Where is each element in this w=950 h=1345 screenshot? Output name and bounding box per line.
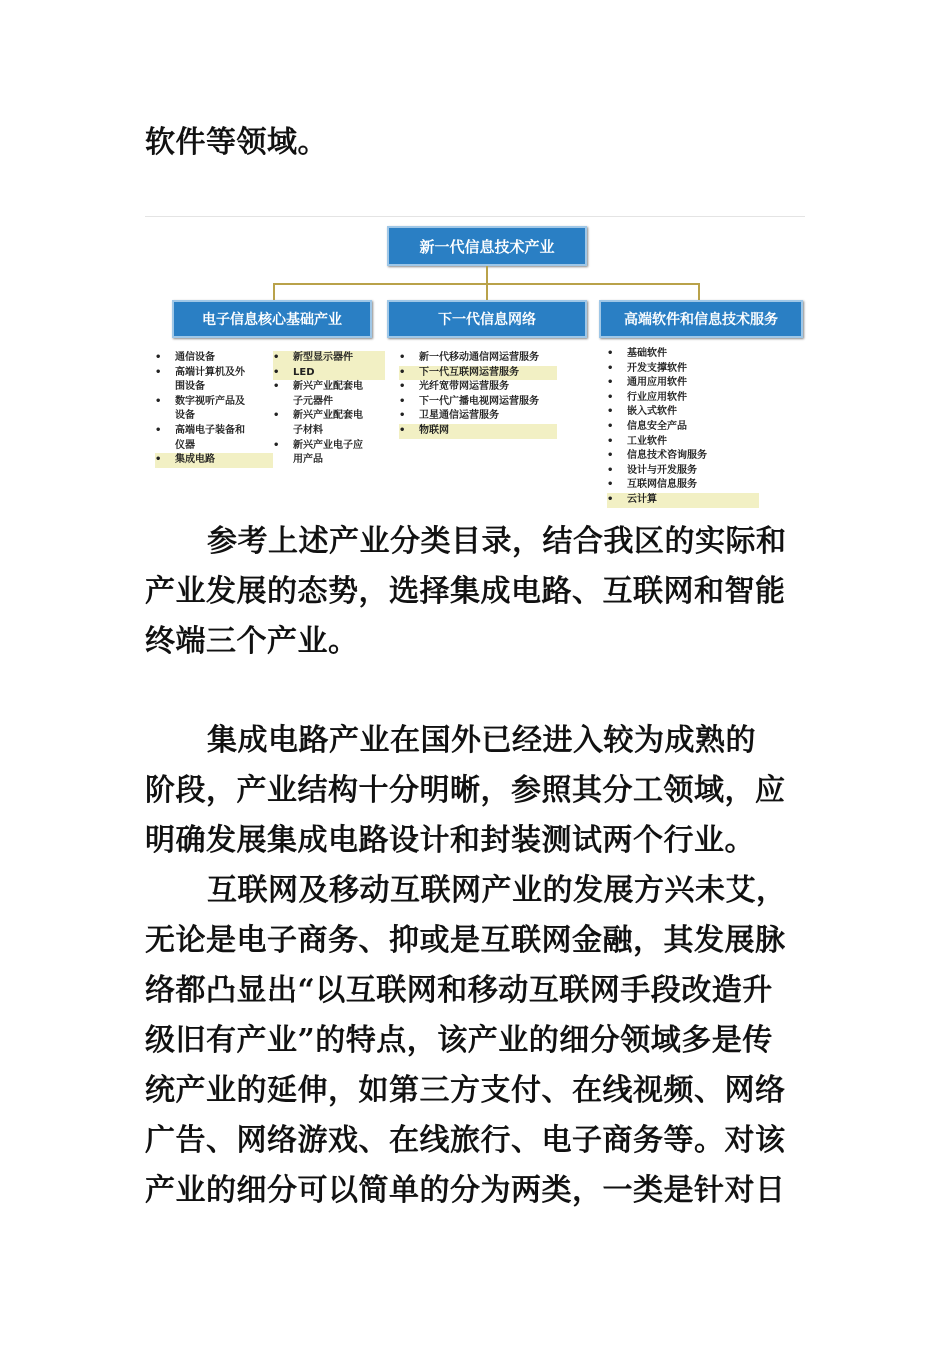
text-line: 明确发展集成电路设计和封装测试两个行业。 [145,823,755,858]
text-line: 统产业的延伸，如第三方支付、在线视频、网络 [145,1073,786,1108]
text-line: 互联网及移动互联网产业的发展方兴未艾， [207,873,787,908]
list-item-highlighted: • 集成电路 [155,453,273,468]
list-software-services [607,347,759,508]
text-line: 级旧有产业”的特点，该产业的细分领域多是传 [145,1023,773,1058]
paragraph-industry-selection [145,517,810,667]
branch-box-next-gen-network: 下一代信息网络 [387,300,587,338]
connector-line [273,283,275,300]
connector-line [486,266,488,284]
diagram-root-box: 新一代信息技术产业 [387,226,587,266]
list-item: • 下一代广播电视网运营服务 [399,395,539,407]
list-item: • 新兴产业配套电 子元器件 [273,381,363,407]
text-line: 终端三个产业。 [145,624,359,659]
text-line: 络都凸显出“以互联网和移动互联网手段改造升 [145,973,773,1008]
text-line: 无论是电子商务、抑或是互联网金融，其发展脉 [145,923,786,958]
list-item-highlighted: • 下一代互联网运营服务 [399,366,557,381]
list-core-electronics-b [273,351,385,468]
text-line: 产业的细分可以简单的分为两类，一类是针对日 [145,1173,786,1208]
list-next-gen-network [399,351,557,439]
list-item: • 新一代移动通信网运营服务 [399,352,539,363]
list-item: • 设计与开发服务 [607,464,697,476]
list-item: • 开发支撑软件 [607,362,687,374]
text-line: 产业发展的态势，选择集成电路、互联网和智能 [145,574,786,609]
list-core-electronics-a [155,351,273,468]
list-item: • 高端电子装备和 仪器 [155,424,245,451]
list-item: • 新兴产业电子应 用产品 [273,439,363,466]
industry-classification-diagram [145,216,805,512]
branch-box-core-electronics: 电子信息核心基础产业 [172,300,372,338]
list-item: • 数字视听产品及 设备 [155,395,245,422]
list-item: • 新兴产业配套电 子材料 [273,410,363,436]
paragraph-internet-industry [145,866,810,1216]
list-item: • 卫星通信运营服务 [399,410,499,422]
text-line: 软件等领域。 [145,125,328,160]
list-item: • 工业软件 [607,435,667,447]
list-item: • 互联网信息服务 [607,479,697,491]
text-line: 广告、网络游戏、在线旅行、电子商务等。对该 [145,1123,786,1158]
list-item: • 光纤宽带网运营服务 [399,381,509,393]
list-item: • 信息安全产品 [607,420,687,432]
list-item: • 通信设备 [155,352,215,363]
paragraph-intro-tail [145,118,810,168]
list-item: • 信息技术咨询服务 [607,450,707,462]
list-item: • 嵌入式软件 [607,406,677,418]
divider [145,216,805,217]
text-line: 参考上述产业分类目录，结合我区的实际和 [207,524,787,559]
list-item-highlighted: • 新型显示器件 [273,351,385,366]
list-item: • 通用应用软件 [607,377,687,389]
text-line: 集成电路产业在国外已经进入较为成熟的 [207,723,756,758]
connector-line [486,283,488,300]
branch-box-software-services: 高端软件和信息技术服务 [599,300,803,338]
list-item-highlighted: • 物联网 [399,424,557,439]
list-item: • 行业应用软件 [607,391,687,403]
list-item: • 基础软件 [607,348,667,359]
list-item-highlighted: • LED [273,366,385,381]
text-line: 阶段，产业结构十分明晰，参照其分工领域，应 [145,773,786,808]
paragraph-integrated-circuit [145,716,810,866]
list-item: • 高端计算机及外 围设备 [155,366,245,393]
connector-line [698,283,700,300]
list-item-highlighted: • 云计算 [607,493,759,508]
